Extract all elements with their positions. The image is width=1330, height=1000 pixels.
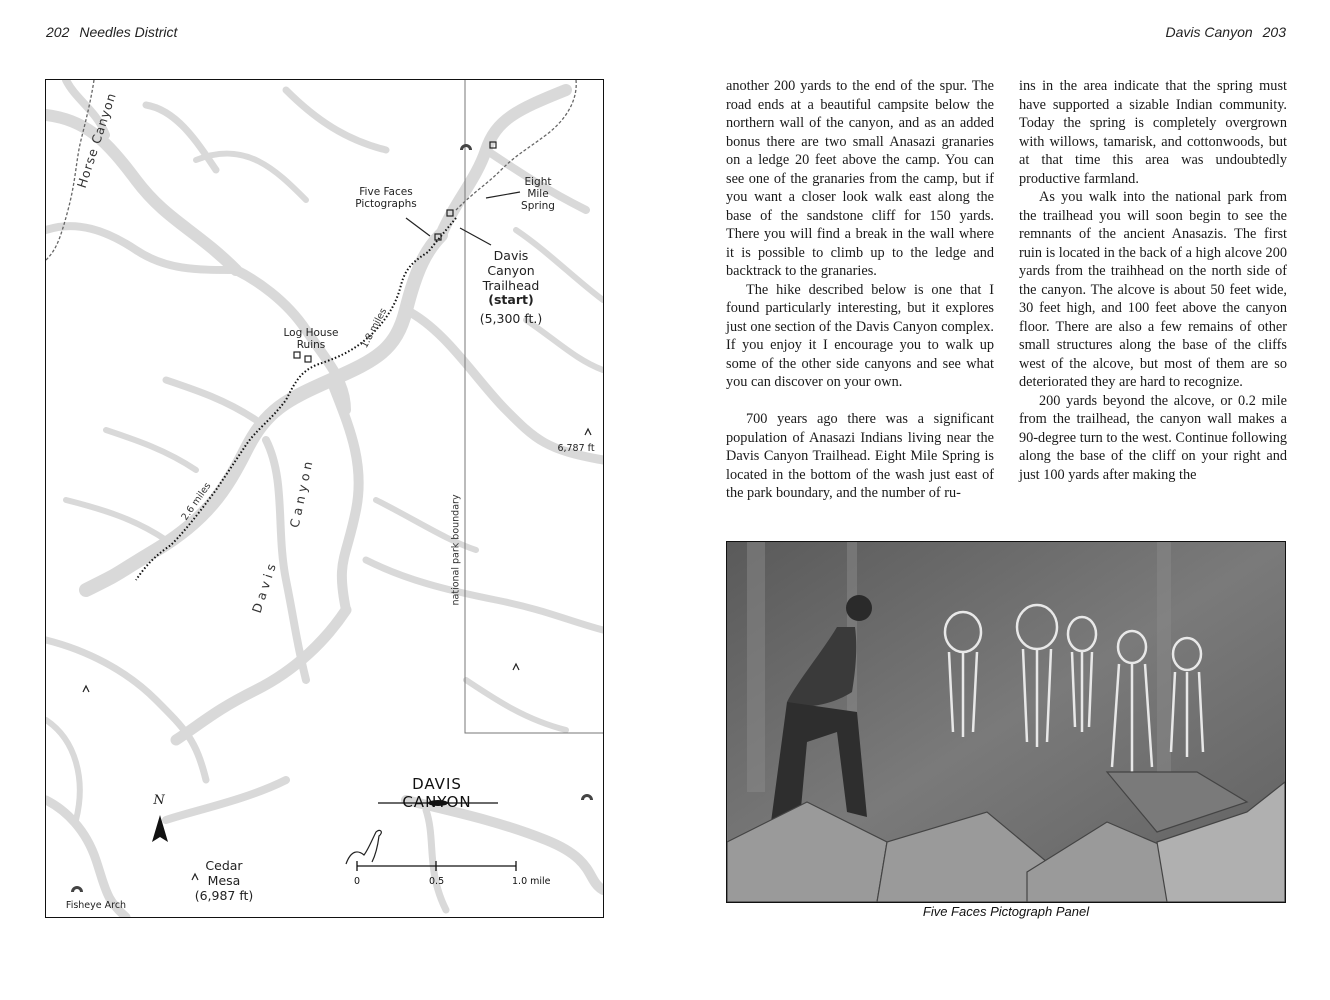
label-eight-mile-spring: Eight Mile Spring [521, 176, 555, 212]
label-distance-1-8: 1.8 miles [359, 306, 390, 351]
critter-sketch [346, 830, 381, 864]
label-fisheye-arch: Fisheye Arch [65, 900, 127, 911]
text-column-1 [726, 77, 994, 503]
map-title: DAVIS CANYON [402, 775, 472, 811]
paragraph: ins in the area indicate that the spring must have supported a sizable Indian community. Today the spring is completely overgrown with willows, tamarisk, and cottonwoods, but at that time this area was undoubtedly productive farmland. [1019, 78, 1287, 187]
scale-label-0: 0 [354, 876, 361, 887]
map [45, 79, 604, 918]
paragraph: 700 years ago there was a significant population of Anasazi Indians living near the Davis Canyon Trailhead. Eight Mile Spring is located in the bottom of the wash just east of the park boundary, and the number of ru- [726, 411, 994, 501]
page-number-left: 202 [46, 24, 70, 40]
paragraph: As you walk into the national park from the trailhead you will soon begin to see the remnants of the ancient Anasazis. The first ruin is located in the back of a high alcove 200 yards from the traihhead on the north side of the canyon. The alcove is about 50 feet wide, 30 feet high, and 100 feet above the canyon floor. There are also a few remains of other small structures along the base of the cliffs west of the alcove, but most of them are so deteriorated they are hard to recognize. [1019, 189, 1287, 390]
photo-five-faces [726, 541, 1286, 903]
label-trailhead-elevation: (5,300 ft.) [479, 311, 543, 326]
north-label: N [153, 793, 165, 808]
label-peak-6787: 6,787 ft [557, 443, 595, 454]
paragraph: 200 yards beyond the alcove, or 0.2 mile from the trailhead, the canyon wall makes a 90-degree turn to the west. Continue following along the base of the cliff on your right and just 100 yards after making the [1019, 392, 1288, 483]
label-horse-canyon: Horse Canyon [73, 90, 119, 190]
label-trailhead: Davis Canyon Trailhead [482, 248, 540, 293]
scale-label-one: 1.0 mile [512, 876, 551, 887]
label-log-house-ruins: Log House Ruins [283, 327, 339, 351]
label-cedar-mesa: Cedar Mesa [205, 858, 243, 888]
page-number-right: 203 [1262, 24, 1286, 40]
scale-label-half: 0.5 [429, 876, 445, 887]
scale-bar [357, 861, 516, 871]
label-distance-2-6: 2.6 miles [179, 480, 214, 523]
photo-illustration [727, 542, 1285, 902]
peak-icons [83, 429, 591, 880]
photo-caption: Five Faces Pictograph Panel [922, 904, 1090, 919]
running-head-left [46, 24, 177, 40]
label-five-faces: Five Faces Pictographs [355, 186, 417, 210]
label-cedar-elevation: (6,987 ft) [194, 888, 254, 903]
paragraph: another 200 yards to the end of the spur. The road ends at a beautiful campsite below the northern wall of the canyon, and as an added bonus there are two small Anasazi granaries on a ledge 20 feet above the camp. You can see one of the granaries from the camp, but if you want a closer look walk east along the base of the sandstone cliff for 150 yards. There you will find a break in the wall where it is possible to climb up to the ledge and backtrack to the granaries. [726, 78, 994, 279]
section-title-left: Needles District [79, 24, 178, 40]
section-title-right: Davis Canyon [1165, 24, 1253, 40]
label-davis: Davis [248, 558, 281, 615]
label-canyon: Canyon [286, 456, 317, 530]
paragraph: The hike described below is one that I found particularly interesting, but it explores just one section of the Davis Canyon complex. If you enjoy it I encourage you to walk up some of the other side canyons and see what you can discover on your own. [726, 281, 994, 390]
running-head-right [1165, 24, 1286, 40]
text-column-2 [1019, 77, 1287, 484]
label-park-boundary: national park boundary [450, 494, 462, 606]
label-trailhead-start: (start) [488, 292, 534, 307]
